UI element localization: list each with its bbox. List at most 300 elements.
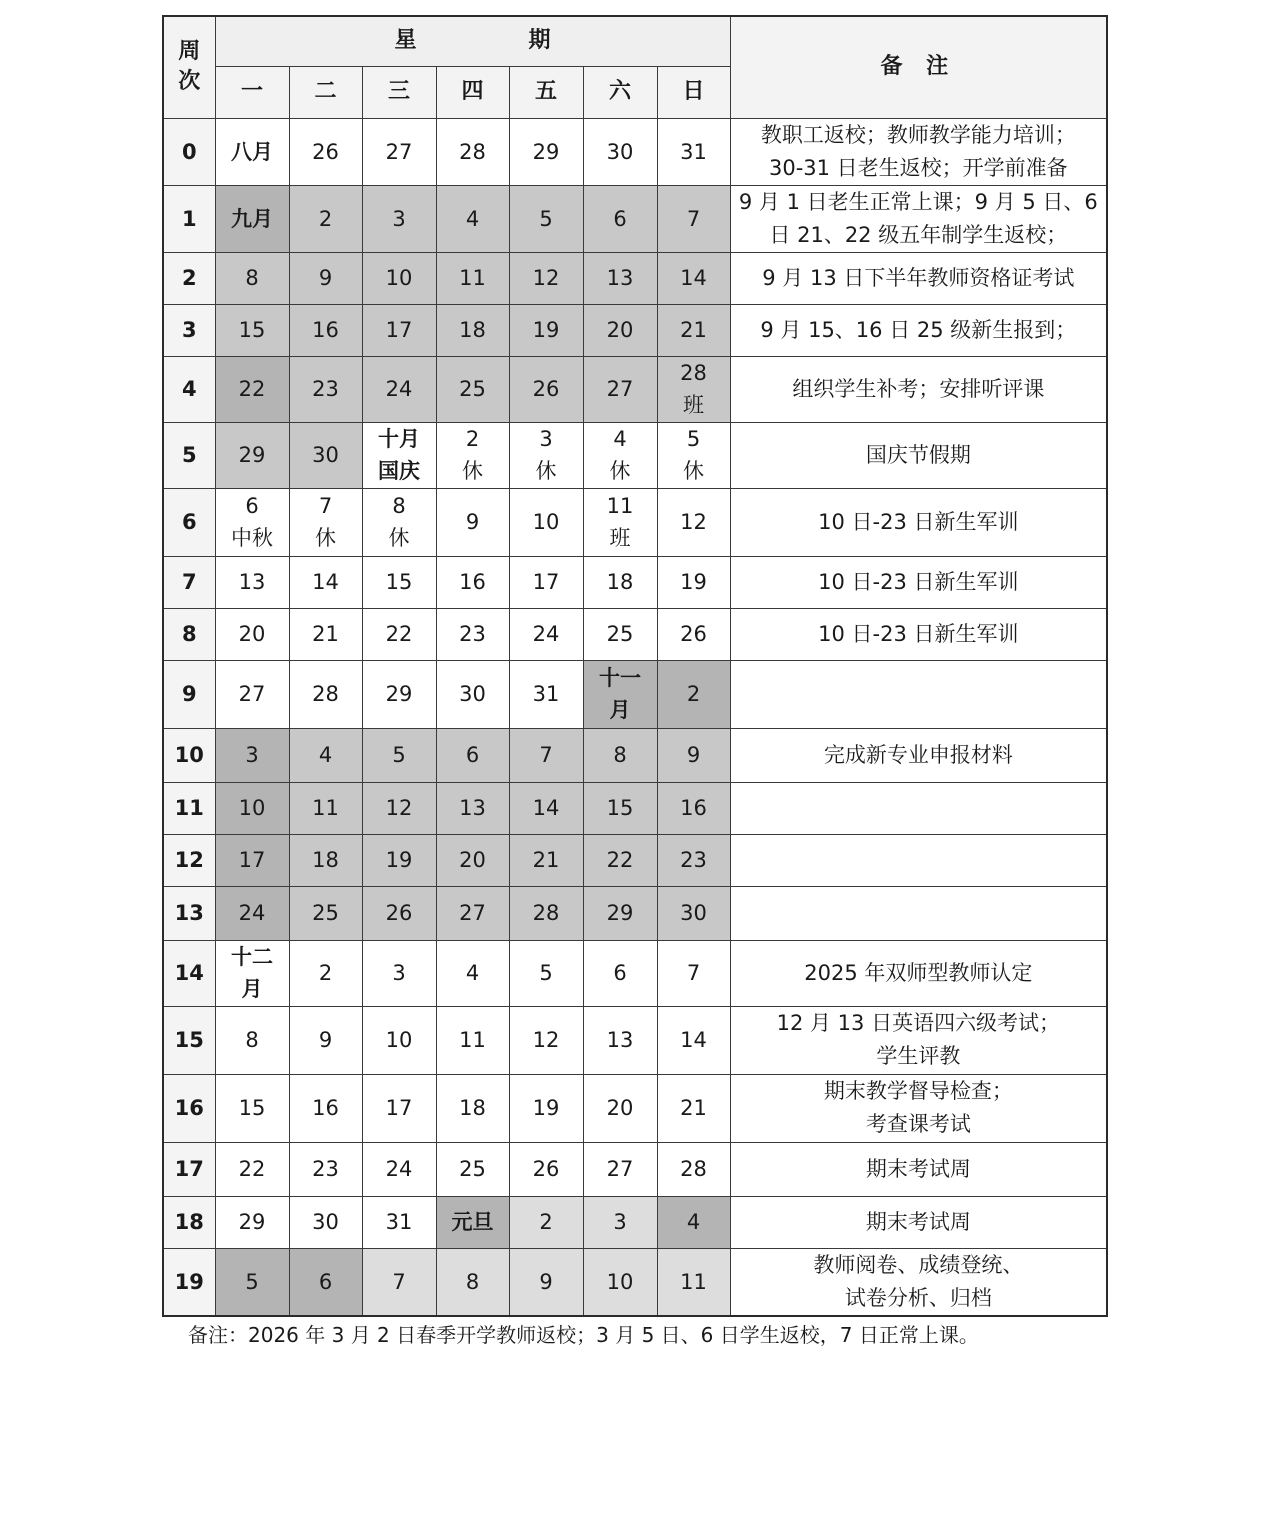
day-cell: [215, 886, 289, 940]
day-date: 14: [532, 796, 560, 820]
week-number: 6: [163, 488, 215, 556]
day-cell: [362, 940, 436, 1006]
day-date: 29: [238, 1210, 266, 1234]
day-cell: [657, 608, 730, 660]
day-tag: 班: [683, 393, 705, 417]
day-date: 9: [686, 743, 701, 767]
day-date: 31: [532, 682, 560, 706]
week-note: [730, 1006, 1107, 1074]
day-date: 31: [385, 1210, 413, 1234]
day-date: 4: [465, 206, 480, 231]
day-cell: [509, 940, 583, 1006]
day-cell: [583, 488, 657, 556]
day-tag: 休: [683, 459, 705, 483]
day-date: 21: [680, 1096, 707, 1120]
day-tag: 月: [609, 698, 631, 722]
day-cell: [657, 422, 730, 488]
day-date: 27: [606, 377, 634, 401]
day-date: 18: [312, 848, 339, 872]
day-cell: [289, 556, 362, 608]
day-date: 28: [312, 682, 339, 706]
week-number: 3: [163, 304, 215, 356]
day-date: 26: [312, 139, 339, 164]
day-date: 元旦: [451, 1210, 494, 1234]
day-date: 7: [686, 206, 701, 231]
day-cell: [509, 608, 583, 660]
week-row: [163, 1074, 1107, 1142]
day-cell: [436, 940, 509, 1006]
weekday-header: 二: [289, 66, 362, 118]
day-cell: [583, 422, 657, 488]
day-date: 29: [606, 901, 634, 925]
day-date: 3: [392, 961, 406, 985]
day-tag: 班: [609, 526, 631, 550]
day-cell: [362, 1142, 436, 1196]
day-date: 19: [385, 848, 413, 872]
day-date: 15: [238, 1096, 266, 1120]
week-row: [163, 488, 1107, 556]
day-cell: [215, 782, 289, 834]
week-note-line: 学生评教: [876, 1044, 961, 1068]
day-cell: [215, 356, 289, 422]
day-cell: [289, 1248, 362, 1316]
week-note: [730, 834, 1107, 886]
day-cell: [215, 1196, 289, 1248]
day-date: 26: [385, 901, 413, 925]
week-row: [163, 185, 1107, 252]
week-note-line: 10 日-23 日新生军训: [818, 569, 1019, 594]
day-cell: [289, 304, 362, 356]
day-date: 14: [680, 266, 707, 290]
day-cell: [215, 834, 289, 886]
day-cell: [436, 660, 509, 728]
day-date: 17: [238, 848, 266, 872]
day-tag: 休: [609, 459, 631, 483]
day-cell: [215, 1074, 289, 1142]
week-number: 18: [163, 1196, 215, 1248]
day-cell: [509, 118, 583, 185]
day-date: 16: [312, 318, 339, 342]
day-cell: [289, 608, 362, 660]
week-note: [730, 422, 1107, 488]
day-cell: [657, 488, 730, 556]
day-date: 5: [392, 743, 406, 767]
day-tag: 休: [535, 459, 557, 483]
day-date: 24: [385, 377, 413, 401]
day-cell: [657, 1074, 730, 1142]
day-date: 31: [680, 139, 707, 164]
day-date: 21: [312, 622, 339, 646]
day-cell: [436, 834, 509, 886]
week-number: 4: [163, 356, 215, 422]
day-date: 23: [459, 622, 486, 646]
week-number: 19: [163, 1248, 215, 1316]
week-row: [163, 1142, 1107, 1196]
week-row: [163, 252, 1107, 304]
day-cell: [657, 660, 730, 728]
week-number: 16: [163, 1074, 215, 1142]
week-note: [730, 660, 1107, 728]
day-cell: [215, 940, 289, 1006]
day-tag: 休: [462, 459, 483, 483]
week-note: [730, 556, 1107, 608]
day-cell: [509, 782, 583, 834]
day-cell: [509, 1196, 583, 1248]
day-cell: [215, 1248, 289, 1316]
week-number: 13: [163, 886, 215, 940]
day-cell: [436, 422, 509, 488]
day-date: 20: [459, 848, 486, 872]
day-cell: [215, 728, 289, 782]
day-cell: [583, 356, 657, 422]
day-date: 十月: [378, 427, 420, 451]
day-date: 28: [680, 361, 707, 385]
day-date: 16: [680, 796, 707, 820]
day-date: 4: [318, 743, 333, 767]
day-cell: [289, 1142, 362, 1196]
day-cell: [289, 1006, 362, 1074]
day-date: 12: [532, 266, 560, 290]
week-row: [163, 1196, 1107, 1248]
day-date: 4: [686, 1210, 701, 1234]
day-date: 4: [613, 427, 627, 451]
day-date: 八月: [231, 139, 273, 164]
day-date: 19: [532, 1096, 560, 1120]
day-date: 17: [385, 318, 413, 342]
day-cell: [362, 886, 436, 940]
day-cell: [289, 488, 362, 556]
day-cell: [215, 556, 289, 608]
week-note-line: 30-31 日老生返校；开学前准备: [768, 155, 1068, 180]
day-cell: [289, 728, 362, 782]
day-date: 16: [312, 1096, 339, 1120]
day-date: 27: [459, 901, 486, 925]
semester-calendar-table: [162, 15, 1108, 1317]
day-date: 20: [238, 622, 266, 646]
day-tag: 休: [388, 526, 410, 550]
header-row-top: [163, 16, 1107, 66]
week-note-line: 9 月 13 日下半年教师资格证考试: [762, 265, 1075, 290]
week-number: 12: [163, 834, 215, 886]
day-date: 30: [312, 443, 339, 467]
day-cell: [362, 556, 436, 608]
day-date: 29: [385, 682, 413, 706]
day-date: 8: [613, 743, 627, 767]
day-cell: [583, 304, 657, 356]
week-note-line: 10 日-23 日新生军训: [818, 509, 1019, 534]
day-date: 12: [532, 1028, 560, 1052]
day-date: 11: [312, 796, 339, 820]
day-date: 3: [245, 743, 259, 767]
week-number: 8: [163, 608, 215, 660]
day-cell: [657, 1142, 730, 1196]
day-cell: [215, 422, 289, 488]
day-cell: [657, 118, 730, 185]
week-number: 2: [163, 252, 215, 304]
week-note: [730, 1196, 1107, 1248]
day-date: 11: [606, 494, 634, 518]
weekday-header: 三: [362, 66, 436, 118]
day-cell: [289, 356, 362, 422]
day-date: 十二: [231, 945, 273, 969]
day-cell: [436, 488, 509, 556]
day-cell: [215, 608, 289, 660]
day-cell: [657, 728, 730, 782]
week-note-line: 2025 年双师型教师认定: [804, 960, 1033, 985]
day-date: 9: [318, 266, 333, 290]
day-cell: [657, 304, 730, 356]
day-date: 10: [385, 266, 413, 290]
day-tag: 月: [241, 977, 263, 1001]
day-cell: [362, 782, 436, 834]
week-note-line: 9 月 15、16 日 25 级新生报到；: [760, 317, 1077, 342]
day-cell: [657, 834, 730, 886]
day-cell: [362, 1196, 436, 1248]
day-cell: [657, 886, 730, 940]
week-number: 5: [163, 422, 215, 488]
day-cell: [436, 1074, 509, 1142]
day-date: 23: [680, 848, 707, 872]
week-note-line: 日 21、22 级五年制学生返校；: [769, 222, 1068, 247]
day-cell: [362, 422, 436, 488]
week-number: 17: [163, 1142, 215, 1196]
day-date: 十一: [599, 666, 641, 690]
day-date: 24: [385, 1157, 413, 1181]
week-note-line: 12 月 13 日英语四六级考试；: [776, 1011, 1061, 1035]
day-cell: [509, 728, 583, 782]
day-date: 13: [459, 796, 486, 820]
day-cell: [509, 556, 583, 608]
day-date: 5: [539, 961, 553, 985]
day-cell: [583, 782, 657, 834]
day-cell: [362, 1074, 436, 1142]
day-cell: [583, 1196, 657, 1248]
week-number: 15: [163, 1006, 215, 1074]
day-date: 7: [318, 494, 333, 518]
day-cell: [215, 488, 289, 556]
day-cell: [583, 660, 657, 728]
week-note-line: 试卷分析、归档: [844, 1285, 992, 1310]
week-note: [730, 728, 1107, 782]
day-cell: [215, 185, 289, 252]
week-number: 14: [163, 940, 215, 1006]
day-cell: [362, 660, 436, 728]
day-date: 30: [312, 1210, 339, 1234]
day-date: 5: [245, 1269, 259, 1294]
day-cell: [215, 1142, 289, 1196]
day-cell: [657, 1196, 730, 1248]
day-cell: [436, 252, 509, 304]
day-cell: [509, 834, 583, 886]
day-cell: [583, 1248, 657, 1316]
weekday-header: 日: [657, 66, 730, 118]
day-cell: [509, 252, 583, 304]
day-date: 14: [312, 570, 339, 594]
day-cell: [289, 252, 362, 304]
day-date: 26: [680, 622, 707, 646]
week-number: 1: [163, 185, 215, 252]
day-cell: [289, 422, 362, 488]
day-date: 27: [385, 139, 413, 164]
week-row: [163, 304, 1107, 356]
day-cell: [657, 1248, 730, 1316]
day-cell: [583, 185, 657, 252]
weekday-group-header: 星 期: [215, 16, 730, 66]
day-date: 10: [238, 796, 266, 820]
day-date: 6: [245, 494, 259, 518]
week-row: [163, 1248, 1107, 1316]
weekday-header: 一: [215, 66, 289, 118]
day-cell: [289, 1074, 362, 1142]
week-row: [163, 608, 1107, 660]
day-cell: [436, 304, 509, 356]
day-cell: [436, 1006, 509, 1074]
day-date: 19: [532, 318, 560, 342]
day-cell: [215, 252, 289, 304]
day-cell: [509, 1248, 583, 1316]
day-date: 7: [539, 743, 553, 767]
day-date: 19: [680, 570, 707, 594]
day-date: 22: [606, 848, 634, 872]
day-cell: [362, 608, 436, 660]
day-date: 23: [312, 377, 339, 401]
day-date: 28: [680, 1157, 707, 1181]
day-date: 九月: [231, 206, 273, 231]
day-date: 25: [312, 901, 339, 925]
week-note-line: 考查课考试: [865, 1112, 971, 1136]
day-date: 5: [539, 206, 553, 231]
day-cell: [509, 660, 583, 728]
day-cell: [509, 1142, 583, 1196]
week-note: [730, 356, 1107, 422]
day-cell: [509, 886, 583, 940]
week-note: [730, 1248, 1107, 1316]
day-date: 10: [385, 1028, 413, 1052]
week-note: [730, 304, 1107, 356]
day-cell: [436, 118, 509, 185]
day-date: 7: [686, 961, 701, 985]
week-note-line: 教职工返校；教师教学能力培训；: [760, 122, 1076, 147]
week-row: [163, 782, 1107, 834]
day-date: 30: [459, 682, 486, 706]
day-date: 2: [686, 682, 701, 706]
day-date: 15: [238, 318, 266, 342]
week-note-line: 完成新专业申报材料: [823, 742, 1013, 767]
week-note-line: 教师阅卷、成绩登统、: [813, 1252, 1024, 1277]
week-note: [730, 608, 1107, 660]
day-cell: [289, 940, 362, 1006]
day-date: 11: [680, 1269, 707, 1294]
day-cell: [436, 782, 509, 834]
week-row: [163, 660, 1107, 728]
week-note-line: 期末教学督导检查；: [823, 1079, 1013, 1103]
day-date: 13: [606, 1028, 634, 1052]
day-date: 21: [532, 848, 560, 872]
week-row: [163, 422, 1107, 488]
day-cell: [362, 356, 436, 422]
day-date: 18: [459, 1096, 486, 1120]
week-number: 0: [163, 118, 215, 185]
day-date: 6: [465, 743, 480, 767]
day-date: 20: [606, 1096, 634, 1120]
day-date: 22: [238, 1157, 266, 1181]
week-note: [730, 118, 1107, 185]
day-date: 5: [686, 427, 701, 451]
day-cell: [436, 185, 509, 252]
day-cell: [583, 886, 657, 940]
day-cell: [583, 834, 657, 886]
week-row: [163, 728, 1107, 782]
day-date: 2: [318, 206, 333, 231]
day-cell: [362, 834, 436, 886]
day-date: 20: [606, 318, 634, 342]
day-cell: [509, 356, 583, 422]
week-note: [730, 185, 1107, 252]
day-cell: [583, 118, 657, 185]
day-date: 12: [680, 510, 707, 534]
day-cell: [362, 1006, 436, 1074]
day-cell: [362, 488, 436, 556]
week-note-line: 组织学生补考；安排听评课: [792, 376, 1045, 401]
day-cell: [509, 185, 583, 252]
day-date: 13: [238, 570, 266, 594]
day-cell: [657, 1006, 730, 1074]
week-number: 9: [163, 660, 215, 728]
day-cell: [657, 356, 730, 422]
day-date: 24: [238, 901, 266, 925]
day-cell: [657, 782, 730, 834]
day-cell: [436, 886, 509, 940]
day-cell: [583, 940, 657, 1006]
day-date: 8: [392, 494, 406, 518]
day-date: 8: [465, 1269, 480, 1294]
week-note: [730, 1142, 1107, 1196]
day-cell: [362, 728, 436, 782]
day-cell: [362, 118, 436, 185]
week-note: [730, 886, 1107, 940]
week-row: [163, 556, 1107, 608]
day-date: 10: [532, 510, 560, 534]
week-note-line: 10 日-23 日新生军训: [818, 621, 1019, 646]
day-date: 28: [459, 139, 486, 164]
week-row: [163, 940, 1107, 1006]
day-cell: [215, 118, 289, 185]
day-date: 21: [680, 318, 707, 342]
week-note-line: 国庆节假期: [865, 442, 971, 467]
day-date: 26: [532, 1157, 560, 1181]
day-cell: [362, 1248, 436, 1316]
week-row: [163, 834, 1107, 886]
week-number-header: 周 次: [163, 16, 215, 118]
day-cell: [436, 356, 509, 422]
day-cell: [583, 1074, 657, 1142]
day-cell: [657, 940, 730, 1006]
day-cell: [657, 185, 730, 252]
weekday-header: 六: [583, 66, 657, 118]
day-date: 18: [459, 318, 486, 342]
day-date: 29: [238, 443, 266, 467]
day-cell: [289, 660, 362, 728]
weekday-header: 四: [436, 66, 509, 118]
day-date: 18: [606, 570, 634, 594]
day-date: 9: [465, 510, 480, 534]
week-note-line: 9 月 1 日老生正常上课；9 月 5 日、6: [738, 189, 1098, 214]
day-date: 10: [606, 1269, 634, 1294]
day-cell: [215, 660, 289, 728]
day-cell: [289, 118, 362, 185]
day-cell: [657, 252, 730, 304]
week-row: [163, 356, 1107, 422]
